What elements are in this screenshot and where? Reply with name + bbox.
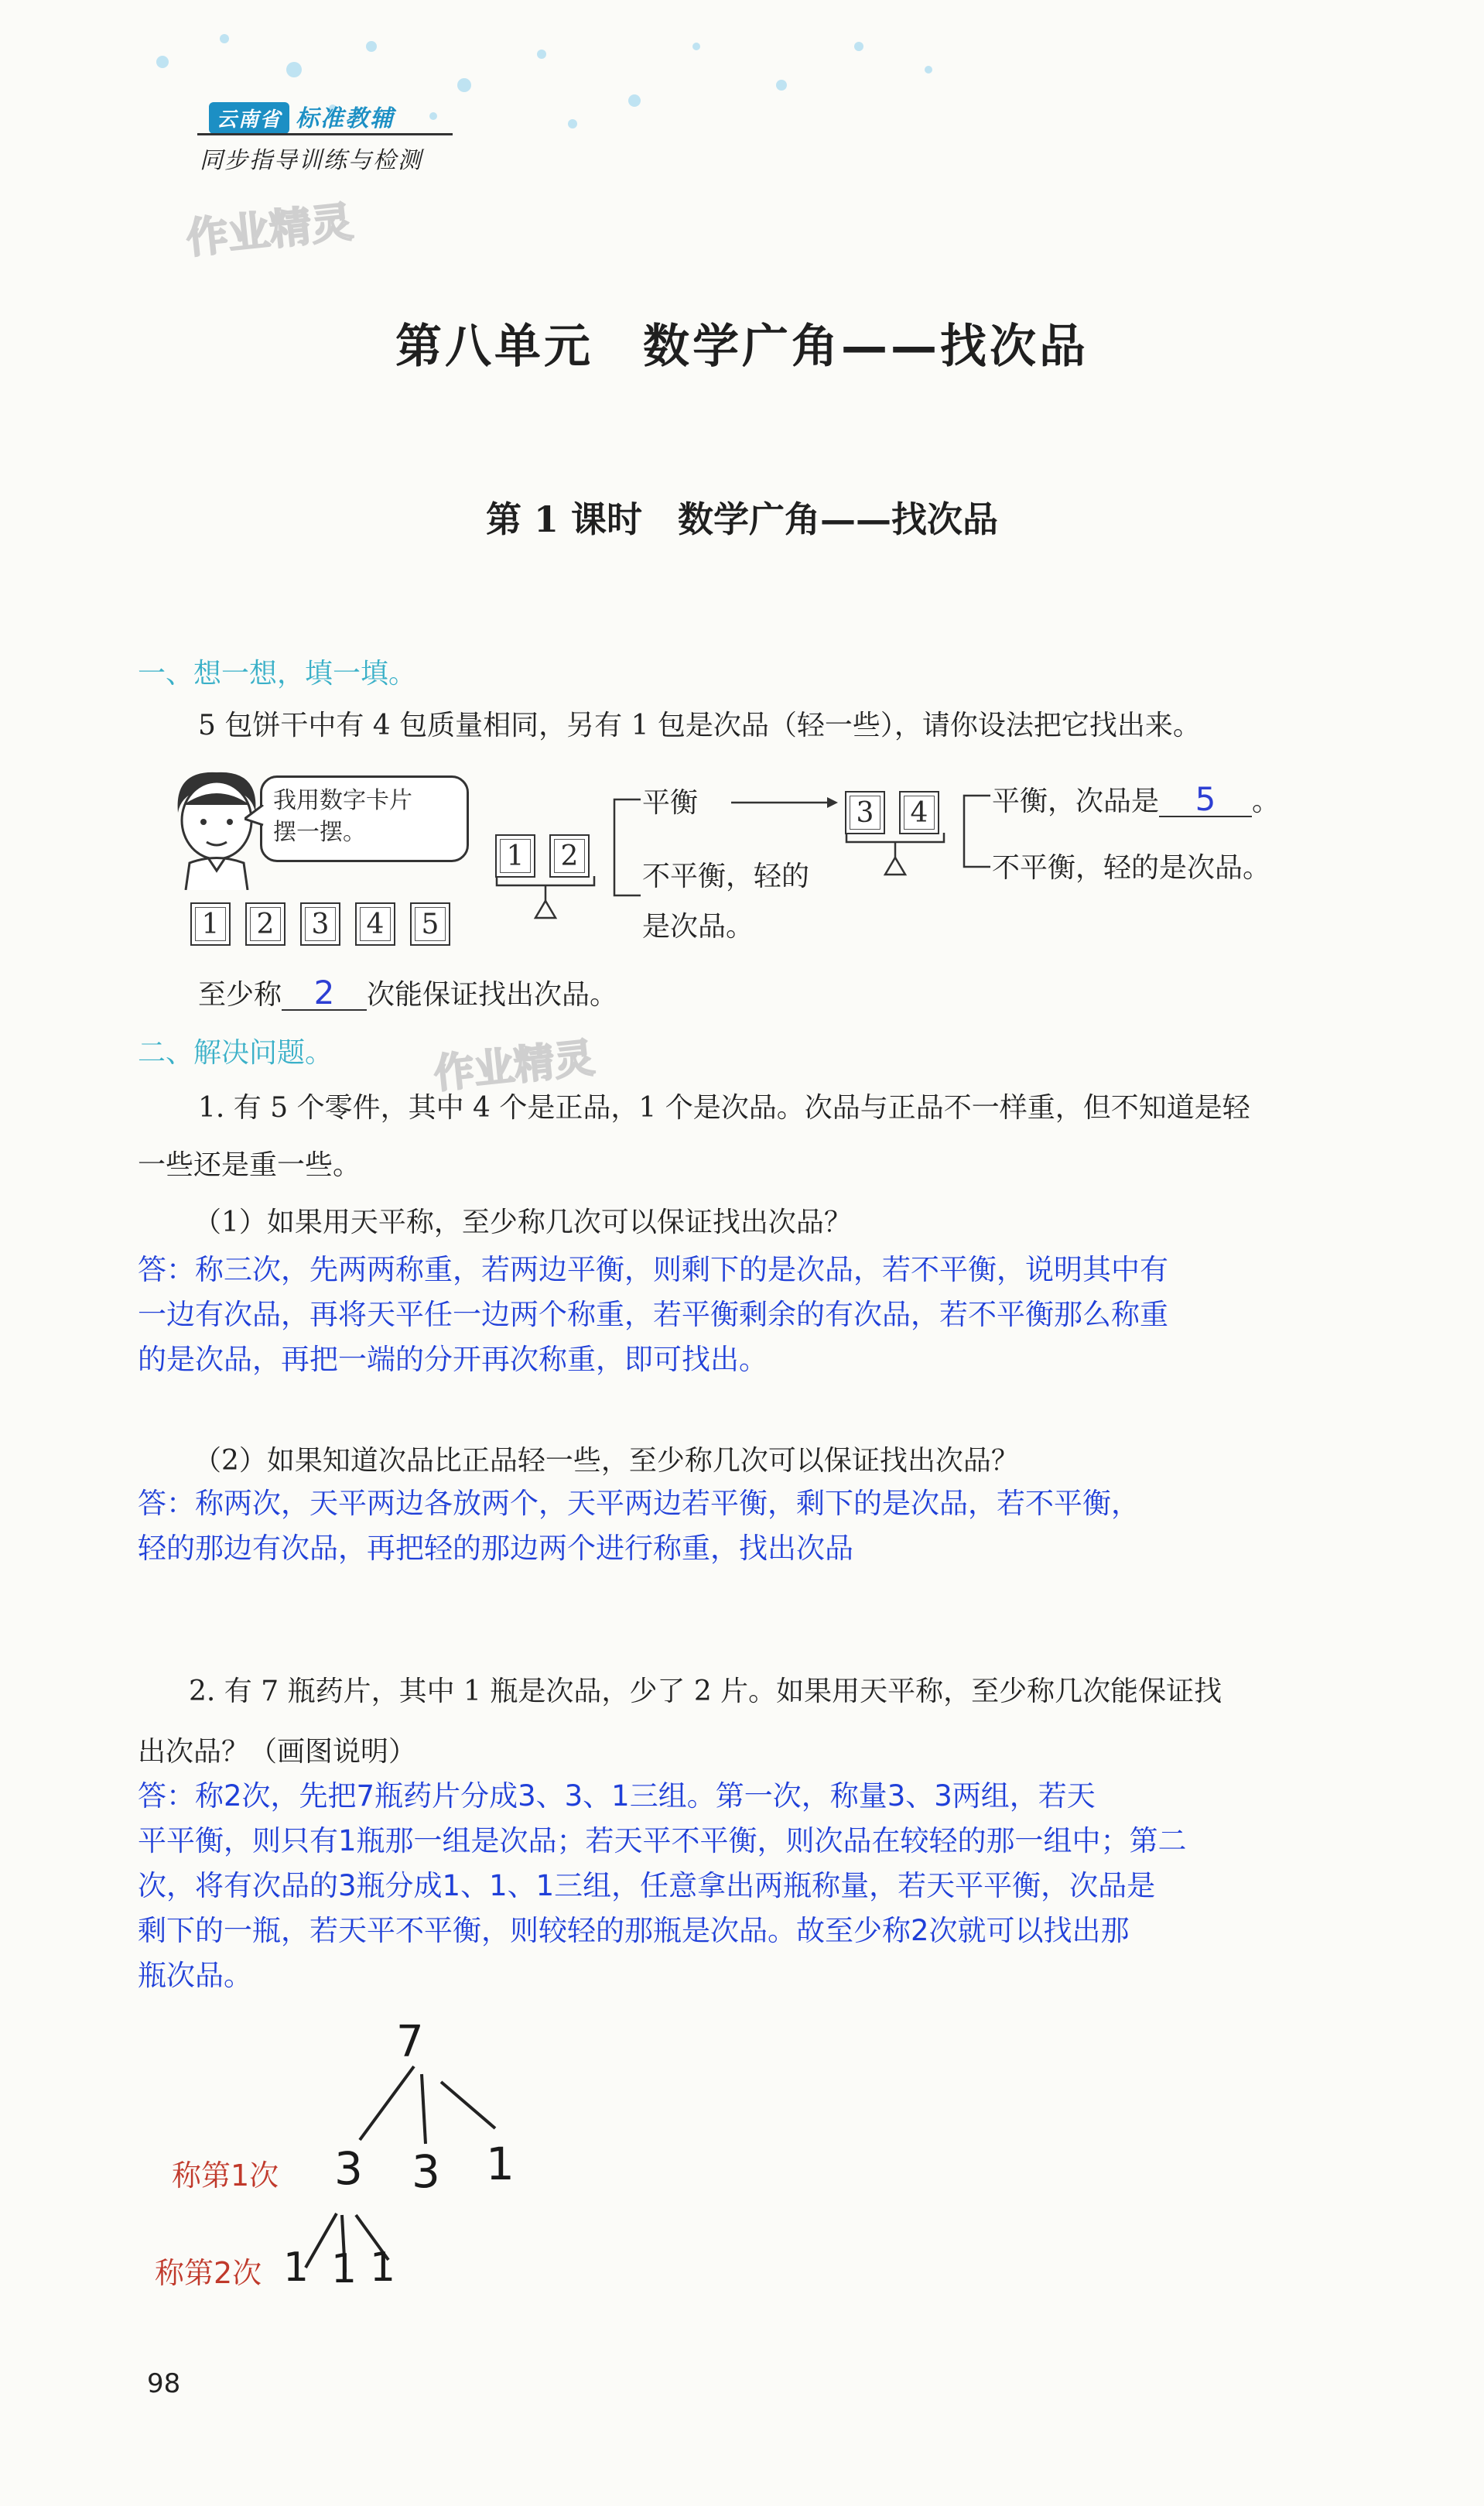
unbalance-label-2: 不平衡，轻的是次品。 <box>992 852 1271 884</box>
watermark: 作业精灵 <box>432 1035 597 1098</box>
tree-node: 3 <box>412 2145 440 2198</box>
speech-line-1: 我用数字卡片 <box>273 787 412 814</box>
section-2-heading: 二、解决问题。 <box>138 1037 333 1069</box>
scale-card: 1 <box>495 834 535 878</box>
q1-answer-1-line-3: 的是次品，再把一端的分开再次称重，即可找出。 <box>138 1343 768 1376</box>
q1-answer-2-line-1: 答：称两次，天平两边各放两个，天平两边若平衡，剩下的是次品，若不平衡， <box>138 1487 1140 1520</box>
handwritten-answer: 5 <box>1195 780 1216 818</box>
balance-scale-icon <box>487 875 604 921</box>
tree-leaf: 1 <box>283 2244 309 2291</box>
branch-bracket <box>604 793 642 902</box>
lesson-title: 第 1 课时 数学广角——找次品 <box>485 498 999 540</box>
handwritten-answer: 2 <box>313 974 335 1012</box>
q2-line-2: 出次品？（画图说明） <box>138 1736 417 1768</box>
page-number: 98 <box>147 2368 181 2399</box>
tree-root: 7 <box>396 2017 424 2067</box>
q1-answer-1-line-2: 一边有次品，再将天平任一边两个称重，若平衡剩余的有次品，若不平衡那么称重 <box>138 1298 1168 1331</box>
watermark: 作业精灵 <box>183 197 356 264</box>
q1-sub-1: （1）如果用天平称，至少称几次可以保证找出次品？ <box>193 1207 852 1238</box>
q2-answer-line-1: 答：称2次，先把7瓶药片分成3、3、1三组。第一次，称量3、3两组，若天 <box>138 1779 1096 1813</box>
number-card: 1 <box>190 902 231 946</box>
tree-leaf: 1 <box>370 2244 396 2291</box>
balance-label-1: 平衡 <box>642 787 699 819</box>
q1-line-2: 一些还是重一些。 <box>138 1149 361 1181</box>
section-1-heading: 一、想一想，填一填。 <box>138 658 417 690</box>
logo-divider <box>197 133 453 135</box>
branch-bracket <box>953 789 992 875</box>
answer-blank-1 <box>1159 780 1252 818</box>
balance-label-2-suffix: 。 <box>1252 786 1281 817</box>
logo-name: 标准教辅 <box>296 105 395 132</box>
answer-blank-2 <box>282 974 367 1012</box>
q2-answer-line-5: 瓶次品。 <box>138 1959 252 1992</box>
q1-sub-2: （2）如果知道次品比正品轻一些，至少称几次可以保证找出次品？ <box>193 1445 1019 1477</box>
number-card: 5 <box>410 902 450 946</box>
unbalance-label-1a: 不平衡，轻的 <box>642 861 810 892</box>
weigh-label-2: 称第2次 <box>155 2256 262 2290</box>
arrow-right-icon <box>731 795 839 810</box>
least-suffix: 次能保证找出次品。 <box>367 979 618 1011</box>
unit-title: 第八单元 数学广角——找次品 <box>395 320 1089 374</box>
balance-scale-icon <box>837 831 953 878</box>
boy-illustration <box>166 766 267 890</box>
q2-line-1: 2. 有 7 瓶药片，其中 1 瓶是次品，少了 2 片。如果用天平称，至少称几次能保证找 <box>189 1676 1222 1707</box>
logo-badge: 云南省 <box>209 102 289 134</box>
unbalance-label-1b: 是次品。 <box>642 911 754 943</box>
least-times-line <box>198 974 618 1012</box>
q2-answer-line-2: 平平衡，则只有1瓶那一组是次品；若天平不平衡，则次品在较轻的那一组中；第二 <box>138 1824 1187 1857</box>
number-card: 3 <box>300 902 340 946</box>
least-prefix: 至少称 <box>198 979 282 1011</box>
balance-label-2-text: 平衡，次品是 <box>992 786 1160 817</box>
publisher-logo <box>209 99 395 134</box>
balance-label-2 <box>992 780 1281 818</box>
speech-line-2: 摆一摆。 <box>273 818 366 846</box>
q2-answer-line-4: 剩下的一瓶，若天平不平衡，则较轻的那瓶是次品。故至少称2次就可以找出那 <box>138 1914 1130 1947</box>
scale-card: 3 <box>845 791 885 834</box>
q1-answer-1-line-1: 答：称三次，先两两称重，若两边平衡，则剩下的是次品，若不平衡，说明其中有 <box>138 1253 1168 1286</box>
scale-card: 2 <box>549 834 590 878</box>
number-card: 2 <box>245 902 286 946</box>
number-card: 4 <box>355 902 395 946</box>
q2-answer-line-3: 次，将有次品的3瓶分成1、1、1三组，任意拿出两瓶称量，若天平平衡，次品是 <box>138 1869 1156 1902</box>
tree-leaf: 1 <box>331 2246 357 2292</box>
tree-node: 3 <box>334 2142 363 2195</box>
q1-line-1: 1. 有 5 个零件，其中 4 个是正品，1 个是次品。次品与正品不一样重，但不知道是轻 <box>198 1092 1250 1124</box>
weigh-label-1: 称第1次 <box>172 2159 279 2193</box>
q1-answer-2-line-2: 轻的那边有次品，再把轻的那边两个进行称重，找出次品 <box>138 1532 853 1565</box>
series-title: 同步指导训练与检测 <box>200 147 422 174</box>
speech-tail <box>244 805 265 828</box>
speech-bubble <box>260 775 469 862</box>
scale-card: 4 <box>899 791 939 834</box>
section-1-intro: 5 包饼干中有 4 包质量相同，另有 1 包是次品（轻一些），请你设法把它找出来。 <box>198 710 1201 741</box>
tree-node: 1 <box>486 2138 515 2190</box>
